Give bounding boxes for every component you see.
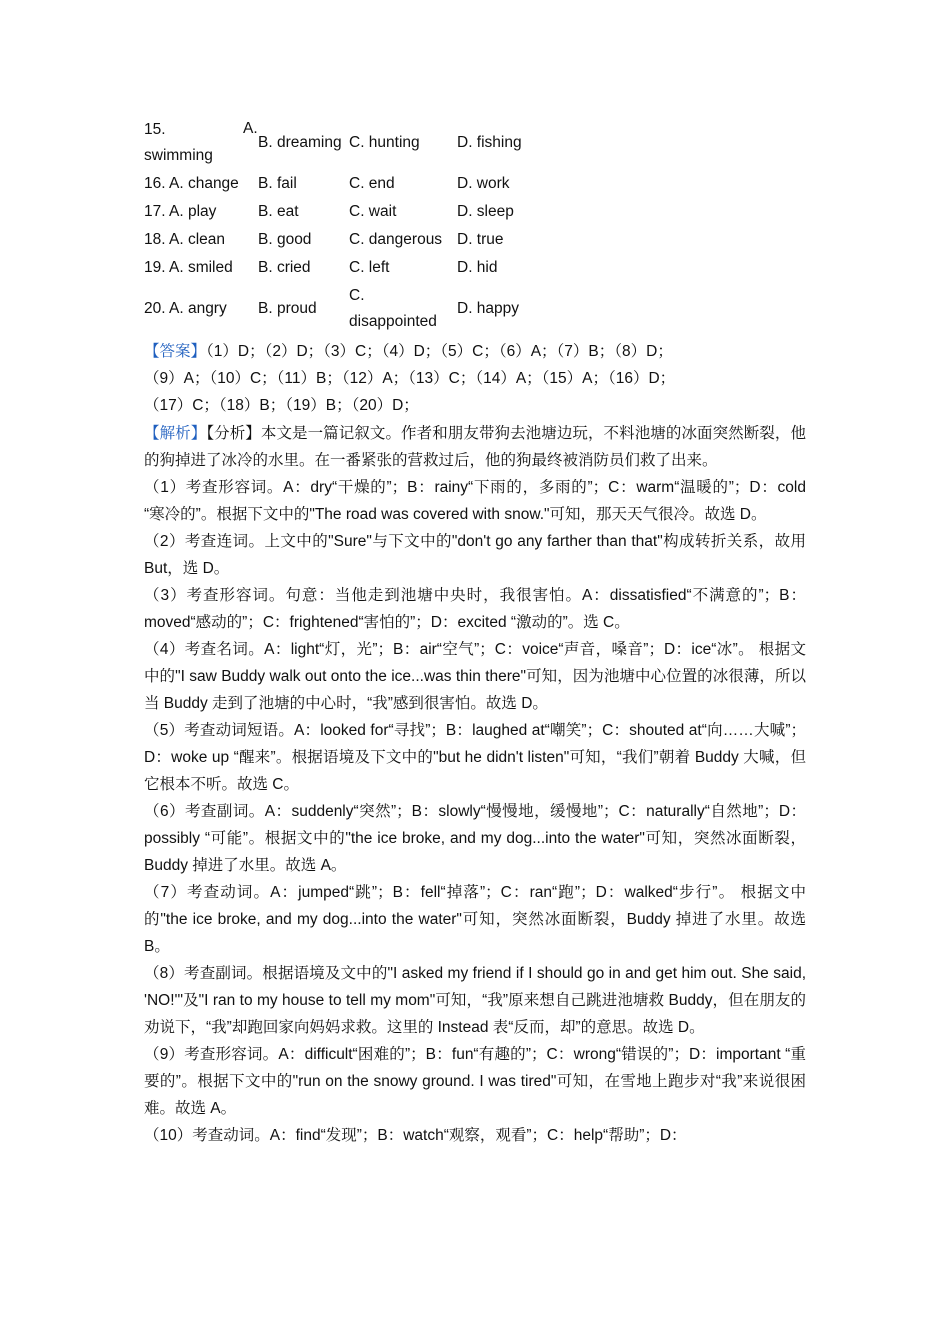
option-b: B. cried [258,259,311,276]
analysis-item: （6）考查副词。A：suddenly“突然”；B：slowly“慢慢地，缓慢地”；C：naturally“自然地”；D：possibly “可能”。根据文中的"the ice broke, and my dog...into the water"可知，突然冰面断裂，Buddy 掉进了水里。故选 A。 [144,803,806,874]
option-a: 17. A. play [144,203,217,220]
option-a-word: swimming [144,147,213,164]
option-a: 20. A. angry [144,300,227,317]
options-table [144,116,577,336]
analysis-item: （4）考查名词。A：light“灯，光”；B：air“空气”；C：voice“声音，嗓音”；D：ice“冰”。 根据文中的"I saw Buddy walk out onto the ice...was thin there"可知，因为池塘中心位置的冰很薄，所以当 Buddy 走到了池塘的中心时，“我”感到很害怕。故选 D。 [144,641,806,712]
option-c: C. wait [349,203,397,220]
option-a: 18. A. clean [144,231,226,248]
answer-tag: 【答案】 [144,343,207,360]
option-b: B. fail [258,175,297,192]
option-b: B. proud [258,300,317,317]
analysis-item: （8）考查副词。根据语境及文中的"I asked my friend if I should go in and get him out. She said, 'NO!'"及"I ran to my house to tell my mom"可知，“我”原来想自己跳进池塘救 Buddy，但在朋友的劝说下，“我”却跑回家向妈妈求救。这里的 Instead 表“反而，却”的意思。故选 D。 [144,965,806,1036]
analysis-item: （3）考查形容词。句意：当他走到池塘中央时，我很害怕。A：dissatisfied“不满意的”；B：moved“感动的”；C：frightened“害怕的”；D：excited “激动的”。选 C。 [144,587,806,631]
analysis-item: （10）考查动词。A：find“发现”；B：watch“观察，观看”；C：help“帮助”；D： [144,1127,687,1144]
option-b: B. dreaming [258,134,342,151]
option-d: D. fishing [457,134,522,151]
table-row [144,254,577,282]
option-a: 19. A. smiled [144,259,233,276]
analysis-item: （1）考查形容词。A：dry“干燥的”；B：rainy“下雨的，多雨的”；C：warm“温暖的”；D：cold “寒冷的”。根据下文中的"The road was covered with snow."可知，那天天气很冷。故选 D。 [144,479,806,523]
analysis-block [144,420,806,1149]
option-d: D. sleep [457,203,514,220]
option-c-word: disappointed [349,313,437,330]
option-c: C. dangerous [349,231,443,248]
option-c: C. end [349,175,395,192]
answer-line-2: （9）A；（10）C；（11）B；（12）A；（13）C；（14）A；（15）A；（16）D； [144,370,676,387]
analysis-item: （2）考查连词。上文中的"Sure"与下文中的"don't go any farther than that"构成转折关系，故用 But，选 D。 [144,533,806,577]
analysis-item: （5）考查动词短语。A：looked for“寻找”；B：laughed at“嘲笑”；C：shouted at“向……大喊”；D：woke up “醒来”。根据语境及下文中的"but he didn't listen"可知，“我们”朝着 Buddy 大喊，但它根本不听。故选 C。 [144,722,806,793]
option-d: D. hid [457,259,498,276]
option-a-letter: A. [243,120,258,137]
option-c: C. hunting [349,134,420,151]
option-a: 16. A. change [144,175,239,192]
option-c-letter: C. [349,287,365,304]
answer-line-3: （17）C；（18）B；（19）B；（20）D； [144,397,419,414]
option-b: B. eat [258,203,299,220]
analysis-intro: 【分析】本文是一篇记叙文。作者和朋友带狗去池塘边玩，不料池塘的冰面突然断裂，他的狗掉进了冰冷的水里。在一番紧张的营救过后，他的狗最终被消防员们救了出来。 [144,425,806,469]
table-row [144,116,577,170]
table-row [144,226,577,254]
option-c: C. left [349,259,390,276]
answer-block [144,338,806,419]
analysis-tag: 【解析】 [144,425,207,442]
question-number: 15. [144,121,166,138]
option-b: B. good [258,231,312,248]
table-row [144,282,577,336]
analysis-item: （9）考查形容词。A：difficult“困难的”；B：fun“有趣的”；C：wrong“错误的”；D：important “重要的”。根据下文中的"run on the snowy ground. I was tired"可知，在雪地上跑步对“我”来说很困难。故选 A。 [144,1046,806,1117]
table-row [144,198,577,226]
analysis-item: （7）考查动词。A：jumped“跳”；B：fell“掉落”；C：ran“跑”；D：walked“步行”。 根据文中的"the ice broke, and my dog...into the water"可知，突然冰面断裂，Buddy 掉进了水里。故选 B。 [144,884,806,955]
table-row [144,170,577,198]
answer-line-1: （1）D；（2）D；（3）C；（4）D；（5）C；（6）A；（7）B；（8）D； [206,343,673,360]
option-d: D. happy [457,300,520,317]
option-d: D. true [457,231,504,248]
option-d: D. work [457,175,510,192]
